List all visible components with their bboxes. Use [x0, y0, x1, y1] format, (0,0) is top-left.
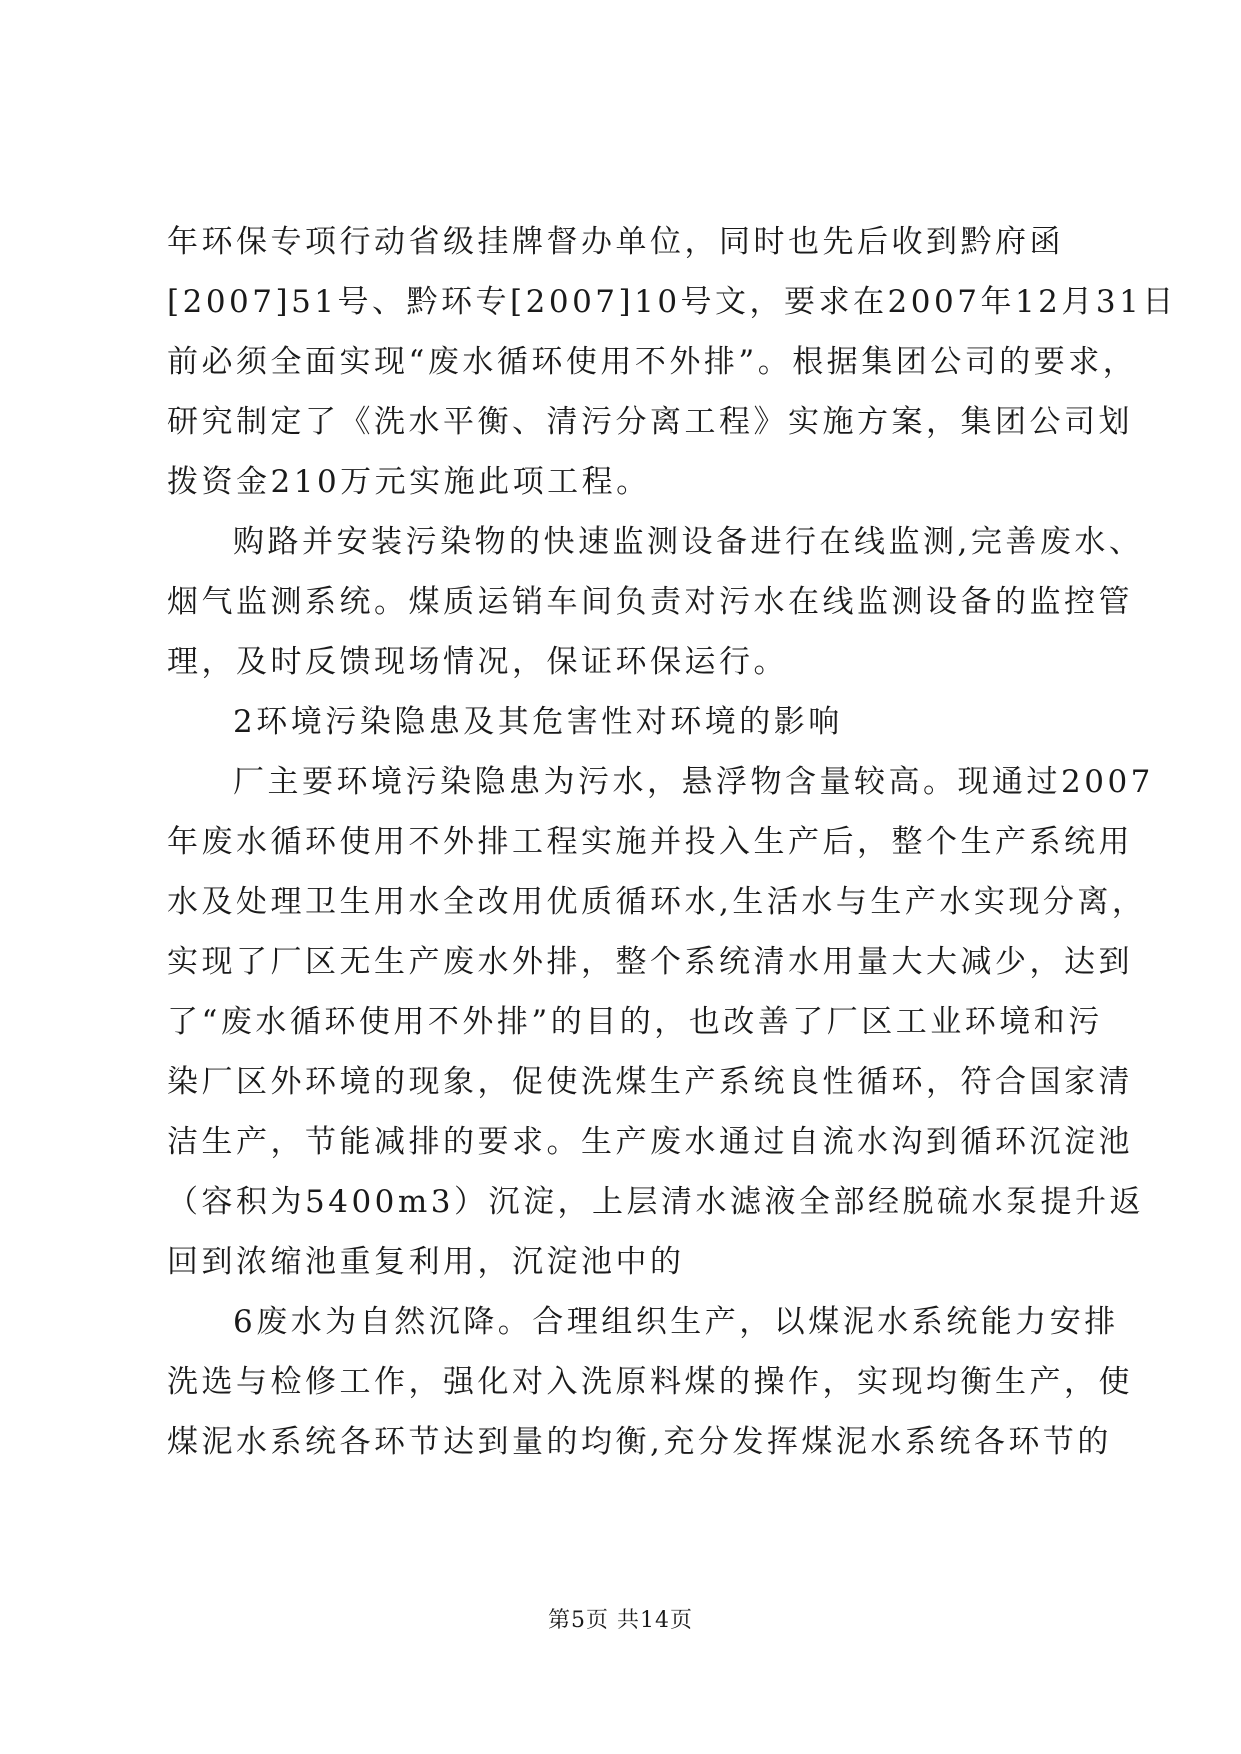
text-line: （容积为5400m3）沉淀，上层清水滤液全部经脱硫水泵提升返: [167, 1184, 1145, 1220]
text-line: 前必须全面实现“废水循环使用不外排”。根据集团公司的要求，: [167, 344, 1138, 380]
text-line: 年环保专项行动省级挂牌督办单位，同时也先后收到黔府函: [167, 224, 1064, 260]
text-line: 了“废水循环使用不外排”的目的，也改善了厂区工业环境和污: [167, 1004, 1103, 1040]
text-line: 烟气监测系统。煤质运销车间负责对污水在线监测设备的监控管: [167, 584, 1133, 620]
text-line: 洁生产，节能减排的要求。生产废水通过自流水沟到循环沉淀池: [167, 1124, 1133, 1160]
text-line: 染厂区外环境的现象，促使洗煤生产系统良性循环，符合国家清: [167, 1064, 1133, 1100]
text-line: 拨资金210万元实施此项工程。: [167, 464, 651, 500]
document-body: [167, 212, 1177, 1472]
paragraph: [167, 752, 1154, 1292]
paragraph: [167, 212, 1177, 512]
text-line: 实现了厂区无生产废水外排，整个系统清水用量大大减少，达到: [167, 944, 1133, 980]
text-line: [2007]51号、黔环专[2007]10号文，要求在2007年12月31日: [167, 284, 1177, 320]
text-line: 2环境污染隐患及其危害性对环境的影响: [233, 704, 843, 740]
text-line: 水及处理卫生用水全改用优质循环水,生活水与生产水实现分离，: [167, 884, 1147, 920]
text-line: 年废水循环使用不外排工程实施并投入生产后，整个生产系统用: [167, 824, 1133, 860]
text-line: 购路并安装污染物的快速监测设备进行在线监测,完善废水、: [233, 524, 1144, 560]
text-line: 6废水为自然沉降。合理组织生产，以煤泥水系统能力安排: [233, 1304, 1119, 1340]
text-line: 煤泥水系统各环节达到量的均衡,充分发挥煤泥水系统各环节的: [167, 1424, 1112, 1460]
paragraph: [167, 1292, 1133, 1472]
text-line: 研究制定了《洗水平衡、清污分离工程》实施方案，集团公司划: [167, 404, 1133, 440]
text-line: 洗选与检修工作，强化对入洗原料煤的操作，实现均衡生产，使: [167, 1364, 1133, 1400]
text-line: 厂主要环境污染隐患为污水，悬浮物含量较高。现通过2007: [233, 764, 1154, 800]
section-heading: [167, 692, 1075, 752]
page-number-label: 第5页 共14页: [548, 1608, 693, 1633]
paragraph: [167, 512, 1144, 692]
page-footer: [0, 1603, 1241, 1634]
text-line: 理，及时反馈现场情况，保证环保运行。: [167, 644, 788, 680]
text-line: 回到浓缩池重复利用，沉淀池中的: [167, 1244, 685, 1280]
